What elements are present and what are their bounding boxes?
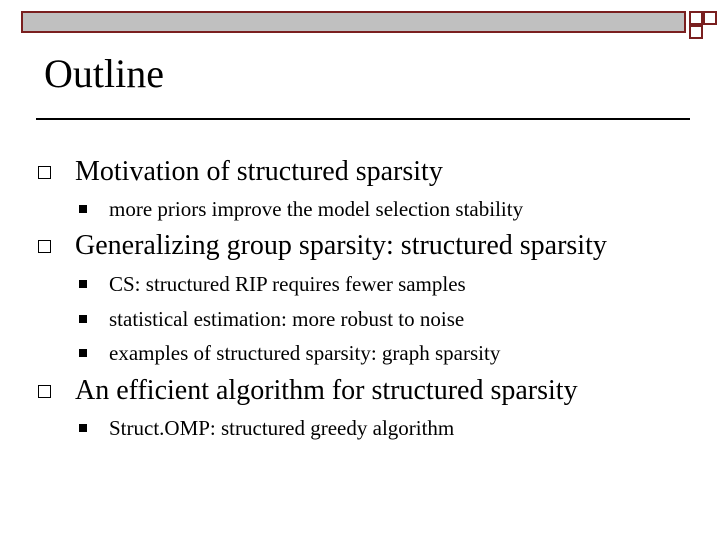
corner-square-decoration	[689, 25, 703, 39]
hollow-square-bullet-icon	[38, 166, 51, 179]
filled-square-bullet-icon	[79, 205, 87, 213]
bullet-item: Generalizing group sparsity: structured sparsity	[75, 230, 607, 261]
hollow-square-bullet-icon	[38, 240, 51, 253]
filled-square-bullet-icon	[79, 315, 87, 323]
title-divider	[36, 118, 690, 120]
slide-title: Outline	[44, 51, 164, 96]
filled-square-bullet-icon	[79, 424, 87, 432]
sub-bullet-item: CS: structured RIP requires fewer samples	[109, 272, 466, 296]
bullet-item: An efficient algorithm for structured sparsity	[75, 375, 578, 406]
filled-square-bullet-icon	[79, 280, 87, 288]
sub-bullet-item: examples of structured sparsity: graph sparsity	[109, 341, 501, 365]
filled-square-bullet-icon	[79, 349, 87, 357]
sub-bullet-item: more priors improve the model selection stability	[109, 197, 524, 221]
sub-bullet-item: statistical estimation: more robust to noise	[109, 307, 465, 331]
hollow-square-bullet-icon	[38, 385, 51, 398]
header-bar	[21, 11, 686, 33]
bullet-item: Motivation of structured sparsity	[75, 156, 443, 187]
corner-square-decoration	[703, 11, 717, 25]
sub-bullet-item: Struct.OMP: structured greedy algorithm	[109, 416, 455, 440]
corner-square-decoration	[689, 11, 703, 25]
